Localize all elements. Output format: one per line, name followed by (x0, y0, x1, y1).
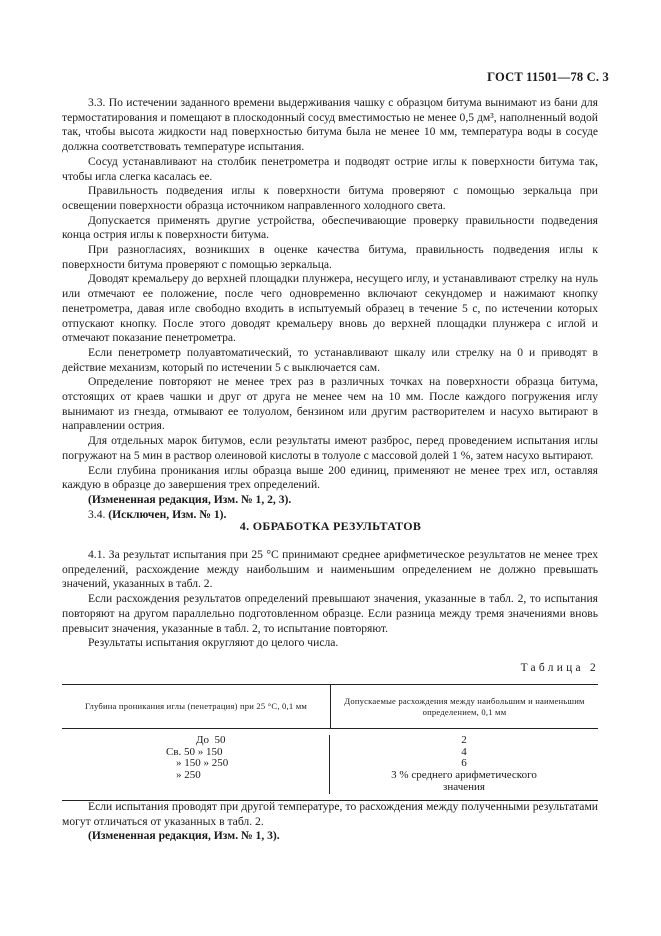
table-cell: 4 (461, 745, 467, 758)
paragraph: Если расхождения результатов определений превышают значения, указанные в табл. 2, то испытания повторяют на другом параллельно подготовленном образце. Если разница между тремя значениями вновь превысит значения, указанные в табл. 2, то испытание повторяют. (62, 592, 598, 635)
table-caption: Таблица 2 (520, 662, 599, 674)
paragraph: Для отдельных марок битумов, если результаты имеют разброс, перед проведением испытания иглы погружают на 5 мин в раствор олеиновой кислоты в толуоле с массовой долей 1 %, затем насухо вытирают. (62, 434, 598, 462)
table-2 (62, 684, 598, 801)
amendment-note: (Измененная редакция, Изм. № 1, 2, 3). (88, 492, 292, 506)
section-3-3 (62, 96, 598, 522)
section-after-table (62, 800, 598, 844)
paragraph: Доводят кремальеру до верхней площадки плунжера, несущего иглу, и устанавливают стрелку на нуль или отмечают ее положение, после чего одновременно включают секундомер и нажимают кнопку пенетрометра, давая игле свободно входить в испытуемый образец в течение 5 с, по истечении которых отпускают кнопку. После этого доводят кремальеру вновь до верхней площадки плунжера с иглой и отмечают показание пенетрометра. (62, 272, 598, 345)
paragraph: Определение повторяют не менее трех раз в различных точках на поверхности образца битума, отстоящих от краев чашки и друг от друга не менее чем на 10 мм. После каждого погружения иглу вынимают из гнезда, отмывают ее толуолом, бензином или другим растворителем и насухо вытирают в направлении острия. (62, 375, 598, 433)
tolerance-column (330, 735, 598, 794)
paragraph: 3.3. По истечении заданного времени выдерживания чашку с образцом битума вынимают из бани для термостатирования и помещают в плоскодонный сосуд вместимостью не менее 0,5 дм³, наполненный водой так, чтобы высота жидкости над поверхностью битума была не менее 10 мм, температура воды в сосуде должна соответствовать температуре испытания. (62, 96, 598, 154)
section-title: 4. ОБРАБОТКА РЕЗУЛЬТАТОВ (239, 519, 422, 533)
table-cell: 3 % среднего арифметического значения (391, 769, 537, 793)
table-cell: До 50 (196, 734, 226, 746)
paragraph: Допускается применять другие устройства, обеспечивающие проверку правильности подведения конца острия иглы к поверхности битума. (62, 213, 598, 242)
amendment-note: (Измененная редакция, Изм. № 1, 3). (88, 829, 280, 843)
paragraph: Если глубина проникания иглы образца выше 200 единиц, применяют не менее трех игл, оставляя каждую в образце до завершения трех определений. (62, 463, 598, 492)
column-header-tolerance: Допускаемые расхождения между наибольшим и наименьшим определением, 0,1 мм (344, 695, 585, 717)
paragraph: Результаты испытания округляют до целого числа. (88, 636, 339, 650)
paragraph: Правильность подведения иглы к поверхности битума проверяют с помощью зеркальца при освещении поверхности образца источником направленного холодного света. (62, 184, 598, 212)
table-cell: » 150 » 250 (176, 757, 229, 770)
table-cell: Св. 50 » 150 (166, 745, 223, 758)
paragraph: Если пенетрометр полуавтоматический, то устанавливают шкалу или стрелку на 0 и приводят в действие механизм, который по истечении 5 с выключается сам. (62, 345, 598, 374)
range-column (62, 735, 330, 794)
item-number: 3.4. (88, 507, 106, 521)
page-header: ГОСТ 11501—78 С. 3 (487, 70, 609, 84)
table-cell: 6 (461, 757, 467, 770)
table-cell: 2 (461, 734, 467, 746)
paragraph: Сосуд устанавливают на столбик пенетрометра и подводят острие иглы к поверхности битума так, чтобы игла слегка касалась ее. (62, 154, 598, 183)
item-text: (Исключен, Изм. № 1). (108, 507, 227, 521)
table-cell: » 250 (176, 769, 201, 782)
column-header-penetration: Глубина проникания иглы (пенетрация) при 25 °С, 0,1 мм (62, 685, 331, 728)
table-header (62, 685, 598, 729)
paragraph: При разногласиях, возникших в оценке качества битума, правильность подведения иглы к поверхности битума проверяют с помощью зеркальца. (62, 243, 598, 271)
paragraph: 4.1. За результат испытания при 25 °С принимают среднее арифметическое результатов не менее трех определений, расхождение между наибольшим и наименьшим определением не должно превышать значений, указанных в табл. 2. (62, 548, 598, 591)
paragraph: Если испытания проводят при другой температуре, то расхождения между полученными результатами могут отличаться от указанных в табл. 2. (62, 800, 598, 828)
section-4-1 (62, 548, 598, 651)
table-body (62, 729, 598, 800)
